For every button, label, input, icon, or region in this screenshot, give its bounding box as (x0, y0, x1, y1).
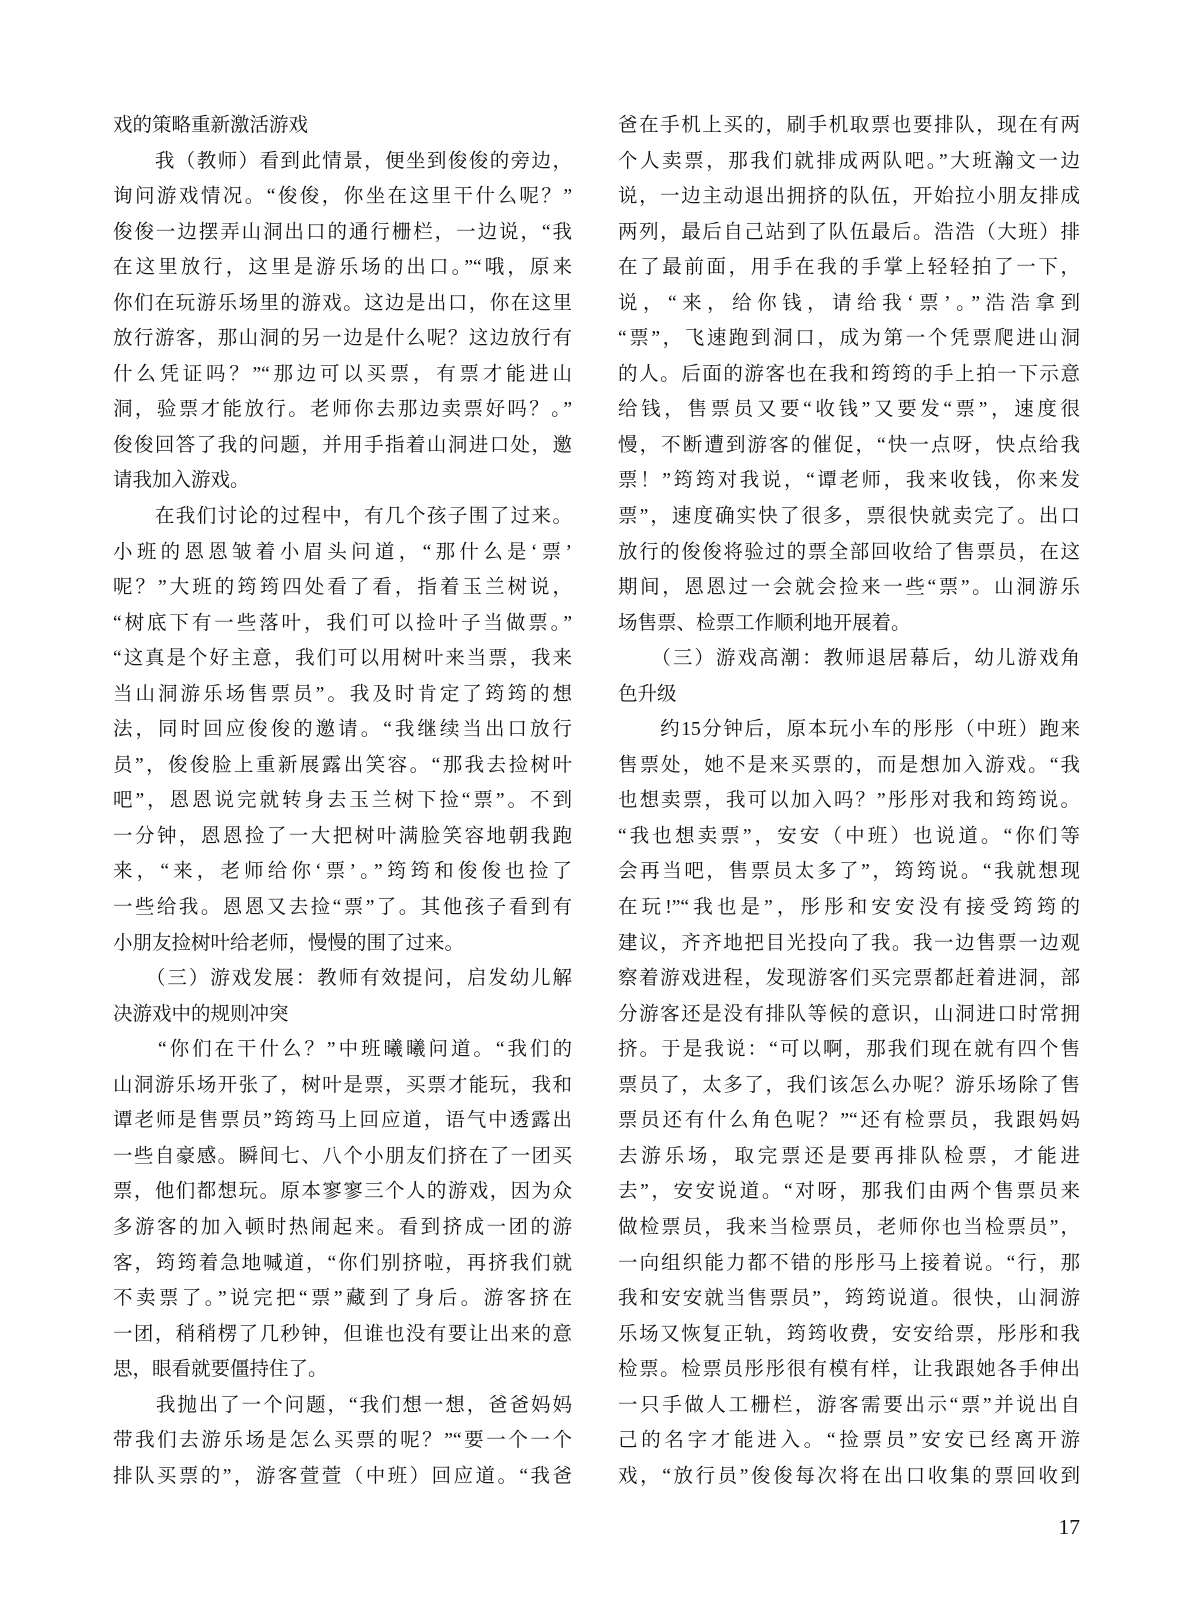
text-line: 在玩!”“我也是”，彤彤和安安没有接受筠筠的 (618, 897, 1080, 919)
text-line: 放行游客，那山洞的另一边是什么呢？这边放行有 (113, 328, 572, 350)
text-line: 的人。后面的游客也在我和筠筠的手上拍一下示意 (618, 363, 1080, 385)
text-column-left (113, 108, 572, 1494)
text-line: 带我们去游乐场是怎么买票的呢？”“要一个一个 (113, 1430, 572, 1452)
text-column-right (618, 108, 1080, 1494)
text-line: 俊俊回答了我的问题，并用手指着山洞进口处，邀 (113, 434, 572, 456)
text-line: 排队买票的”，游客萱萱（中班）回应道。“我爸 (113, 1465, 572, 1487)
text-line: 一些给我。恩恩又去捡“票”了。其他孩子看到有 (113, 897, 572, 919)
text-line: 也想卖票，我可以加入吗？”彤彤对我和筠筠说。 (618, 790, 1080, 812)
text-line: 售票处，她不是来买票的，而是想加入游戏。“我 (618, 754, 1080, 776)
text-line: 我和安安就当售票员”，筠筠说道。很快，山洞游 (618, 1288, 1080, 1310)
text-line: “你们在干什么？”中班曦曦问道。“我们的 (113, 1039, 572, 1061)
text-line: 察着游戏进程，发现游客们买完票都赶着进洞，部 (618, 968, 1080, 990)
text-line: 说，“来，给你钱，请给我‘票’。”浩浩拿到 (618, 292, 1080, 314)
page-number: 17 (1058, 1515, 1080, 1539)
text-line: 俊俊一边摆弄山洞出口的通行栅栏，一边说，“我 (113, 221, 572, 243)
text-line: 去游乐场，取完票还是要再排队检票，才能进 (618, 1145, 1080, 1167)
text-line: 慢，不断遭到游客的催促，“快一点呀，快点给我 (618, 434, 1080, 456)
text-line: 会再当吧，售票员太多了”，筠筠说。“我就想现 (618, 861, 1080, 883)
text-line: 分游客还是没有排队等候的意识，山洞进口时常拥 (618, 1003, 1080, 1025)
text-line: 戏的策略重新激活游戏 (113, 115, 309, 136)
text-line: 票，他们都想玩。原本寥寥三个人的游戏，因为众 (113, 1181, 572, 1203)
text-line: 票员还有什么角色呢？”“还有检票员，我跟妈妈 (618, 1110, 1080, 1132)
text-line: 我抛出了一个问题，“我们想一想，爸爸妈妈 (113, 1394, 572, 1416)
text-line: 山洞游乐场开张了，树叶是票，买票才能玩，我和 (113, 1074, 572, 1096)
text-line: 客，筠筠着急地喊道，“你们别挤啦，再挤我们就 (113, 1252, 572, 1274)
text-line: “票”，飞速跑到洞口，成为第一个凭票爬进山洞 (618, 328, 1080, 350)
text-line: 场售票、检票工作顺利地开展着。 (618, 612, 911, 634)
text-line: 票”，速度确实快了很多，票很快就卖完了。出口 (618, 506, 1080, 528)
text-line: 给钱，售票员又要“收钱”又要发“票”，速度很 (618, 399, 1080, 421)
text-line: 一只手做人工栅栏，游客需要出示“票”并说出自 (618, 1394, 1080, 1416)
text-line: 己的名字才能进入。“捡票员”安安已经离开游 (618, 1430, 1080, 1452)
text-line: “我也想卖票”，安安（中班）也说道。“你们等 (618, 825, 1080, 847)
text-line: 不卖票了。”说完把“票”藏到了身后。游客挤在 (113, 1288, 572, 1310)
text-line: 说，一边主动退出拥挤的队伍，开始拉小朋友排成 (618, 186, 1080, 208)
text-line: 小朋友捡树叶给老师，慢慢的围了过来。 (113, 932, 465, 954)
text-line: 乐场又恢复正轨，筠筠收费，安安给票，彤彤和我 (618, 1323, 1080, 1345)
text-line: 在了最前面，用手在我的手掌上轻轻拍了一下， (618, 257, 1080, 279)
text-line: 当山洞游乐场售票员”。我及时肯定了筠筠的想 (113, 683, 572, 705)
text-line: 挤。于是我说：“可以啊，那我们现在就有四个售 (618, 1039, 1080, 1061)
text-line: 请我加入游戏。 (113, 470, 250, 492)
text-line: 建议，齐齐地把目光投向了我。我一边售票一边观 (618, 932, 1080, 954)
text-line: 检票。检票员彤彤很有模有样，让我跟她各手伸出 (618, 1359, 1080, 1381)
text-line: 吧”，恩恩说完就转身去玉兰树下捡“票”。不到 (113, 790, 572, 812)
text-line: “树底下有一些落叶，我们可以捡叶子当做票。” (113, 612, 572, 634)
text-line: 在我们讨论的过程中，有几个孩子围了过来。 (113, 506, 572, 528)
text-line: 个人卖票，那我们就排成两队吧。”大班瀚文一边 (618, 150, 1080, 172)
text-line: （三）游戏发展：教师有效提问，启发幼儿解 (113, 968, 572, 990)
text-line: 约15分钟后，原本玩小车的彤彤（中班）跑来 (618, 719, 1080, 741)
text-line: “这真是个好主意，我们可以用树叶来当票，我来 (113, 648, 572, 670)
text-line: 你们在玩游乐场里的游戏。这边是出口，你在这里 (113, 292, 572, 314)
text-line: 法，同时回应俊俊的邀请。“我继续当出口放行 (113, 719, 572, 741)
text-line: 一分钟，恩恩捡了一大把树叶满脸笑容地朝我跑 (113, 825, 572, 847)
text-line: 洞，验票才能放行。老师你去那边卖票好吗？。” (113, 399, 572, 421)
text-line: 去”，安安说道。“对呀，那我们由两个售票员来 (618, 1181, 1080, 1203)
text-line: 戏，“放行员”俊俊每次将在出口收集的票回收到 (618, 1465, 1080, 1487)
text-line: 我（教师）看到此情景，便坐到俊俊的旁边， (113, 150, 572, 172)
text-line: 询问游戏情况。“俊俊，你坐在这里干什么呢？” (113, 186, 572, 208)
text-line: 爸在手机上买的，刷手机取票也要排队，现在有两 (618, 115, 1080, 136)
text-line: 来，“来，老师给你‘票’。”筠筠和俊俊也捡了 (113, 861, 572, 883)
text-line: 小班的恩恩皱着小眉头问道，“那什么是‘票’ (113, 541, 572, 563)
text-line: 在这里放行，这里是游乐场的出口。”“哦，原来 (113, 257, 572, 279)
text-line: 色升级 (618, 683, 677, 705)
text-line: 期间，恩恩过一会就会捡来一些“票”。山洞游乐 (618, 577, 1080, 599)
text-line: 票员了，太多了，我们该怎么办呢？游乐场除了售 (618, 1074, 1080, 1096)
text-line: 什么凭证吗？”“那边可以买票，有票才能进山 (113, 363, 572, 385)
text-line: 多游客的加入顿时热闹起来。看到挤成一团的游 (113, 1216, 572, 1238)
text-line: 票！”筠筠对我说，“谭老师，我来收钱，你来发 (618, 470, 1080, 492)
text-line: 两列，最后自己站到了队伍最后。浩浩（大班）排 (618, 221, 1080, 243)
text-line: 思，眼看就要僵持住了。 (113, 1359, 328, 1381)
text-line: 一些自豪感。瞬间七、八个小朋友们挤在了一团买 (113, 1145, 572, 1167)
text-line: 做检票员，我来当检票员，老师你也当检票员”， (618, 1216, 1080, 1238)
text-line: 一向组织能力都不错的彤彤马上接着说。“行，那 (618, 1252, 1080, 1274)
text-line: 一团，稍稍楞了几秒钟，但谁也没有要让出来的意 (113, 1323, 572, 1345)
text-line: 放行的俊俊将验过的票全部回收给了售票员，在这 (618, 541, 1080, 563)
text-line: 决游戏中的规则冲突 (113, 1003, 289, 1025)
text-line: 呢？”大班的筠筠四处看了看，指着玉兰树说， (113, 577, 572, 599)
text-line: （三）游戏高潮：教师退居幕后，幼儿游戏角 (618, 648, 1080, 670)
text-line: 员”，俊俊脸上重新展露出笑容。“那我去捡树叶 (113, 754, 572, 776)
text-line: 谭老师是售票员”筠筠马上回应道，语气中透露出 (113, 1110, 572, 1132)
